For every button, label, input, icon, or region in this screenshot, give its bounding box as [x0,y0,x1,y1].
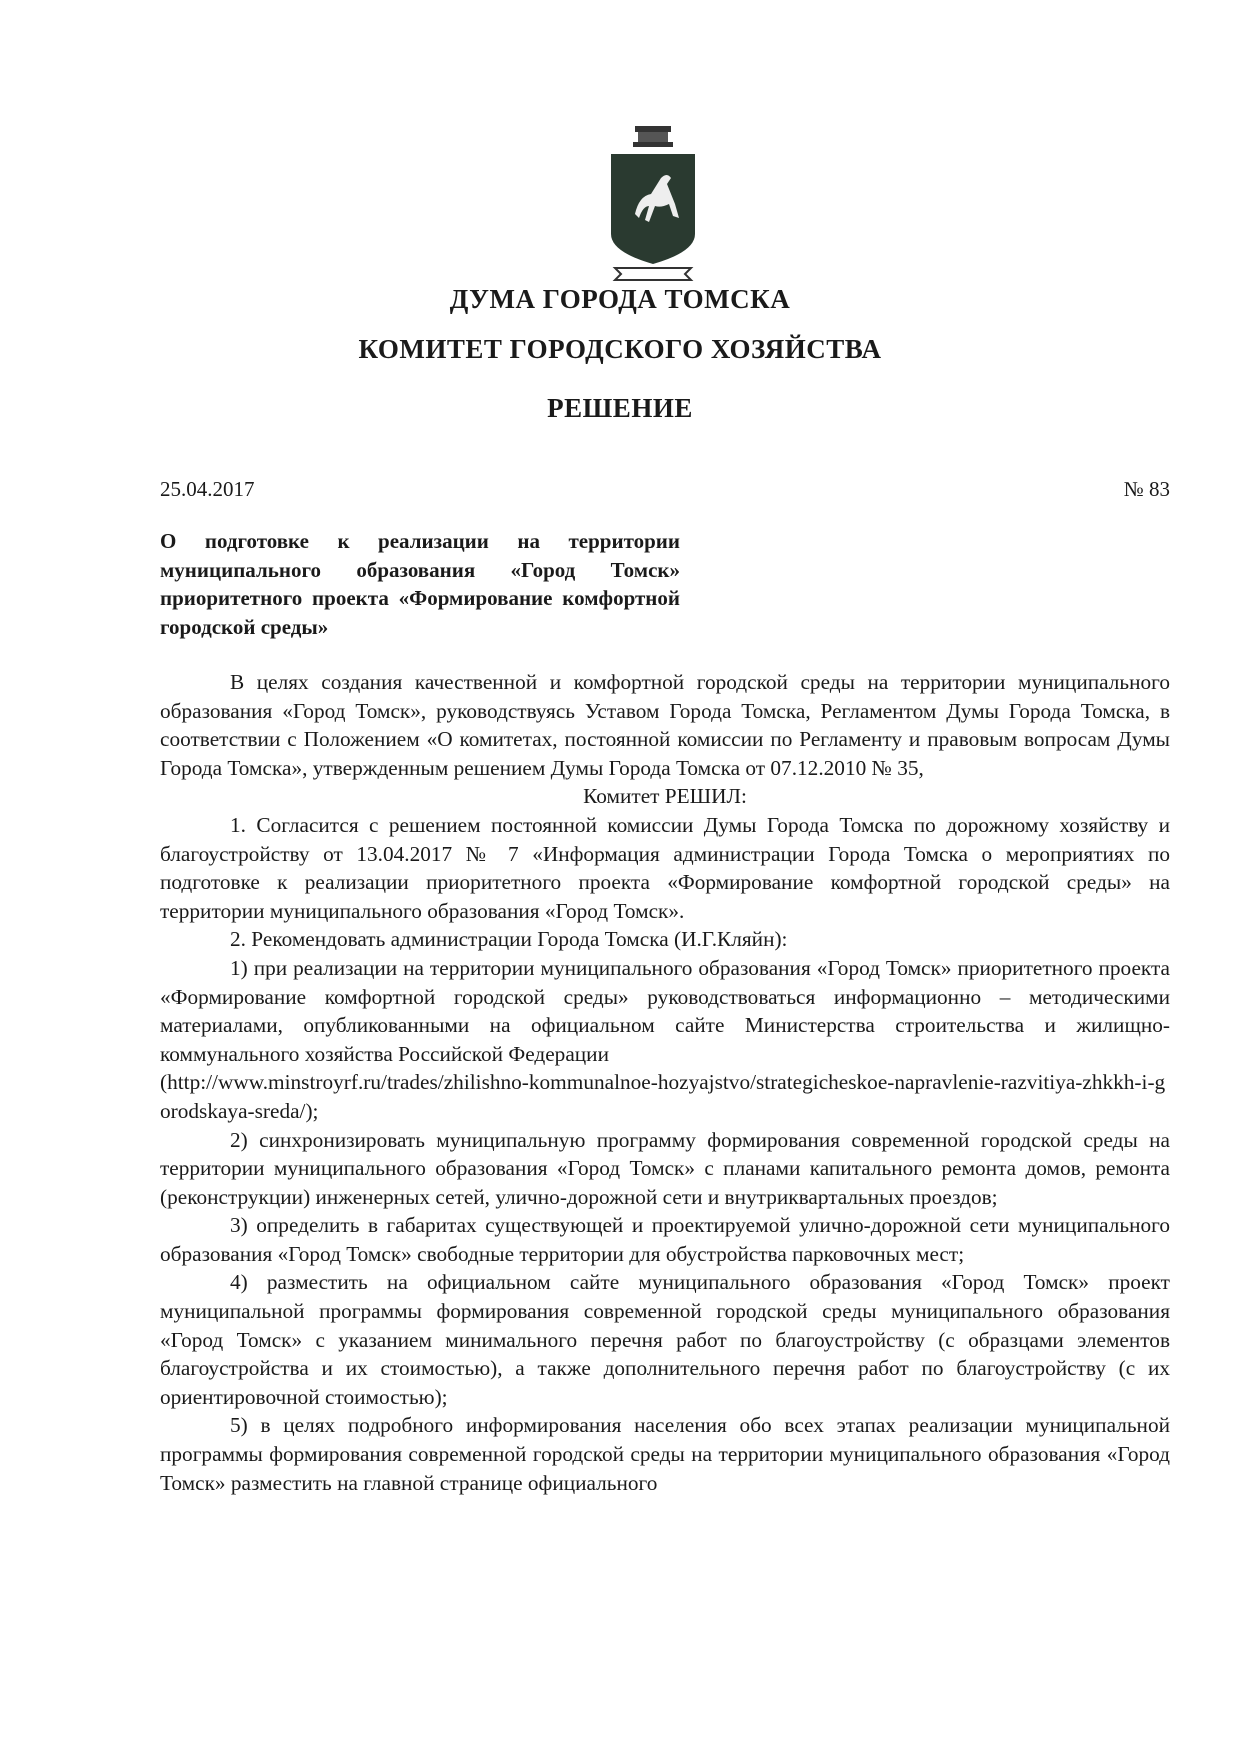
subitem-4: 4) разместить на официальном сайте муниципального образования «Город Томск» проект муниципальной программы формирования современной городской среды муниципального образования «Город Томск» с указанием минимального перечня работ по благоустройству (с образцами элементов благоустройства и их стоимостью), а также дополнительного перечня работ по благоустройству (с их ориентировочной стоимостью); [160,1270,1170,1409]
subitem-3: 3) определить в габаритах существующей и проектируемой улично-дорожной сети муниципального образования «Город Томск» свободные территории для обустройства парковочных мест; [160,1213,1170,1266]
resolved-heading: Комитет РЕШИЛ: [583,784,747,809]
subitem-1-url: (http://www.minstroyrf.ru/trades/zhilishno-kommunalnoe-hozyajstvo/strategicheskoe-napravlenie-razvitiya-zhkkh-i-gorodskaya-sreda/); [160,1070,1166,1123]
item-1: 1. Согласится с решением постоянной комиссии Думы Города Томска по дорожному хозяйству и благоустройству от 13.04.2017 № 7 «Информация администрации Города Томска о мероприятиях по подготовке к реализации приоритетного проекта «Формирование комфортной городской среды» на территории муниципального образования «Город Томск». [160,812,1170,923]
document-subject: О подготовке к реализации на территории муниципального образования «Город Томск» приоритетного проекта «Формирование комфортной городской среды» [160,529,680,639]
preamble: В целях создания качественной и комфортной городской среды на территории муниципального образования «Город Томск», руководствуясь Уставом Города Томска, Регламентом Думы Города Томска, в соответствии с Положением «О комитетах, постоянной комиссии по Регламенту и правовым вопросам Думы Города Томска», утвержденным решением Думы Города Томска от 07.12.2010 № 35, [160,670,1170,780]
organization-title: ДУМА ГОРОДА ТОМСКА [449,284,791,314]
subitem-2: 2) синхронизировать муниципальную программу формирования современной городской среды на территории муниципального образования «Город Томск» с планами капитального ремонта домов, ремонта (реконструкции) инженерных сетей, улично-дорожной сети и внутриквартальных проездов; [160,1127,1170,1209]
subitem-5: 5) в целях подробного информирования населения обо всех этапах реализации муниципальной программы формирования современной городской среды на территории муниципального образования «Город Томск» разместить на главной странице официального [160,1413,1170,1495]
document-date: 25.04.2017 [160,477,255,501]
document-number: № 83 [1123,477,1170,501]
document-type: РЕШЕНИЕ [547,393,693,423]
document-body [160,668,1170,1497]
tomsk-coat-of-arms-emblem [605,122,701,282]
committee-title: КОМИТЕТ ГОРОДСКОГО ХОЗЯЙСТВА [358,334,882,364]
subitem-1: 1) при реализации на территории муниципального образования «Город Томск» приоритетного проекта «Формирование комфортной городской среды» руководствоваться информационно – методическими материалами, опубликованными на официальном сайте Министерства строительства и жилищно-коммунального хозяйства Российской Федерации [160,955,1170,1066]
item-2: 2. Рекомендовать администрации Города Томска (И.Г.Кляйн): [230,927,788,952]
